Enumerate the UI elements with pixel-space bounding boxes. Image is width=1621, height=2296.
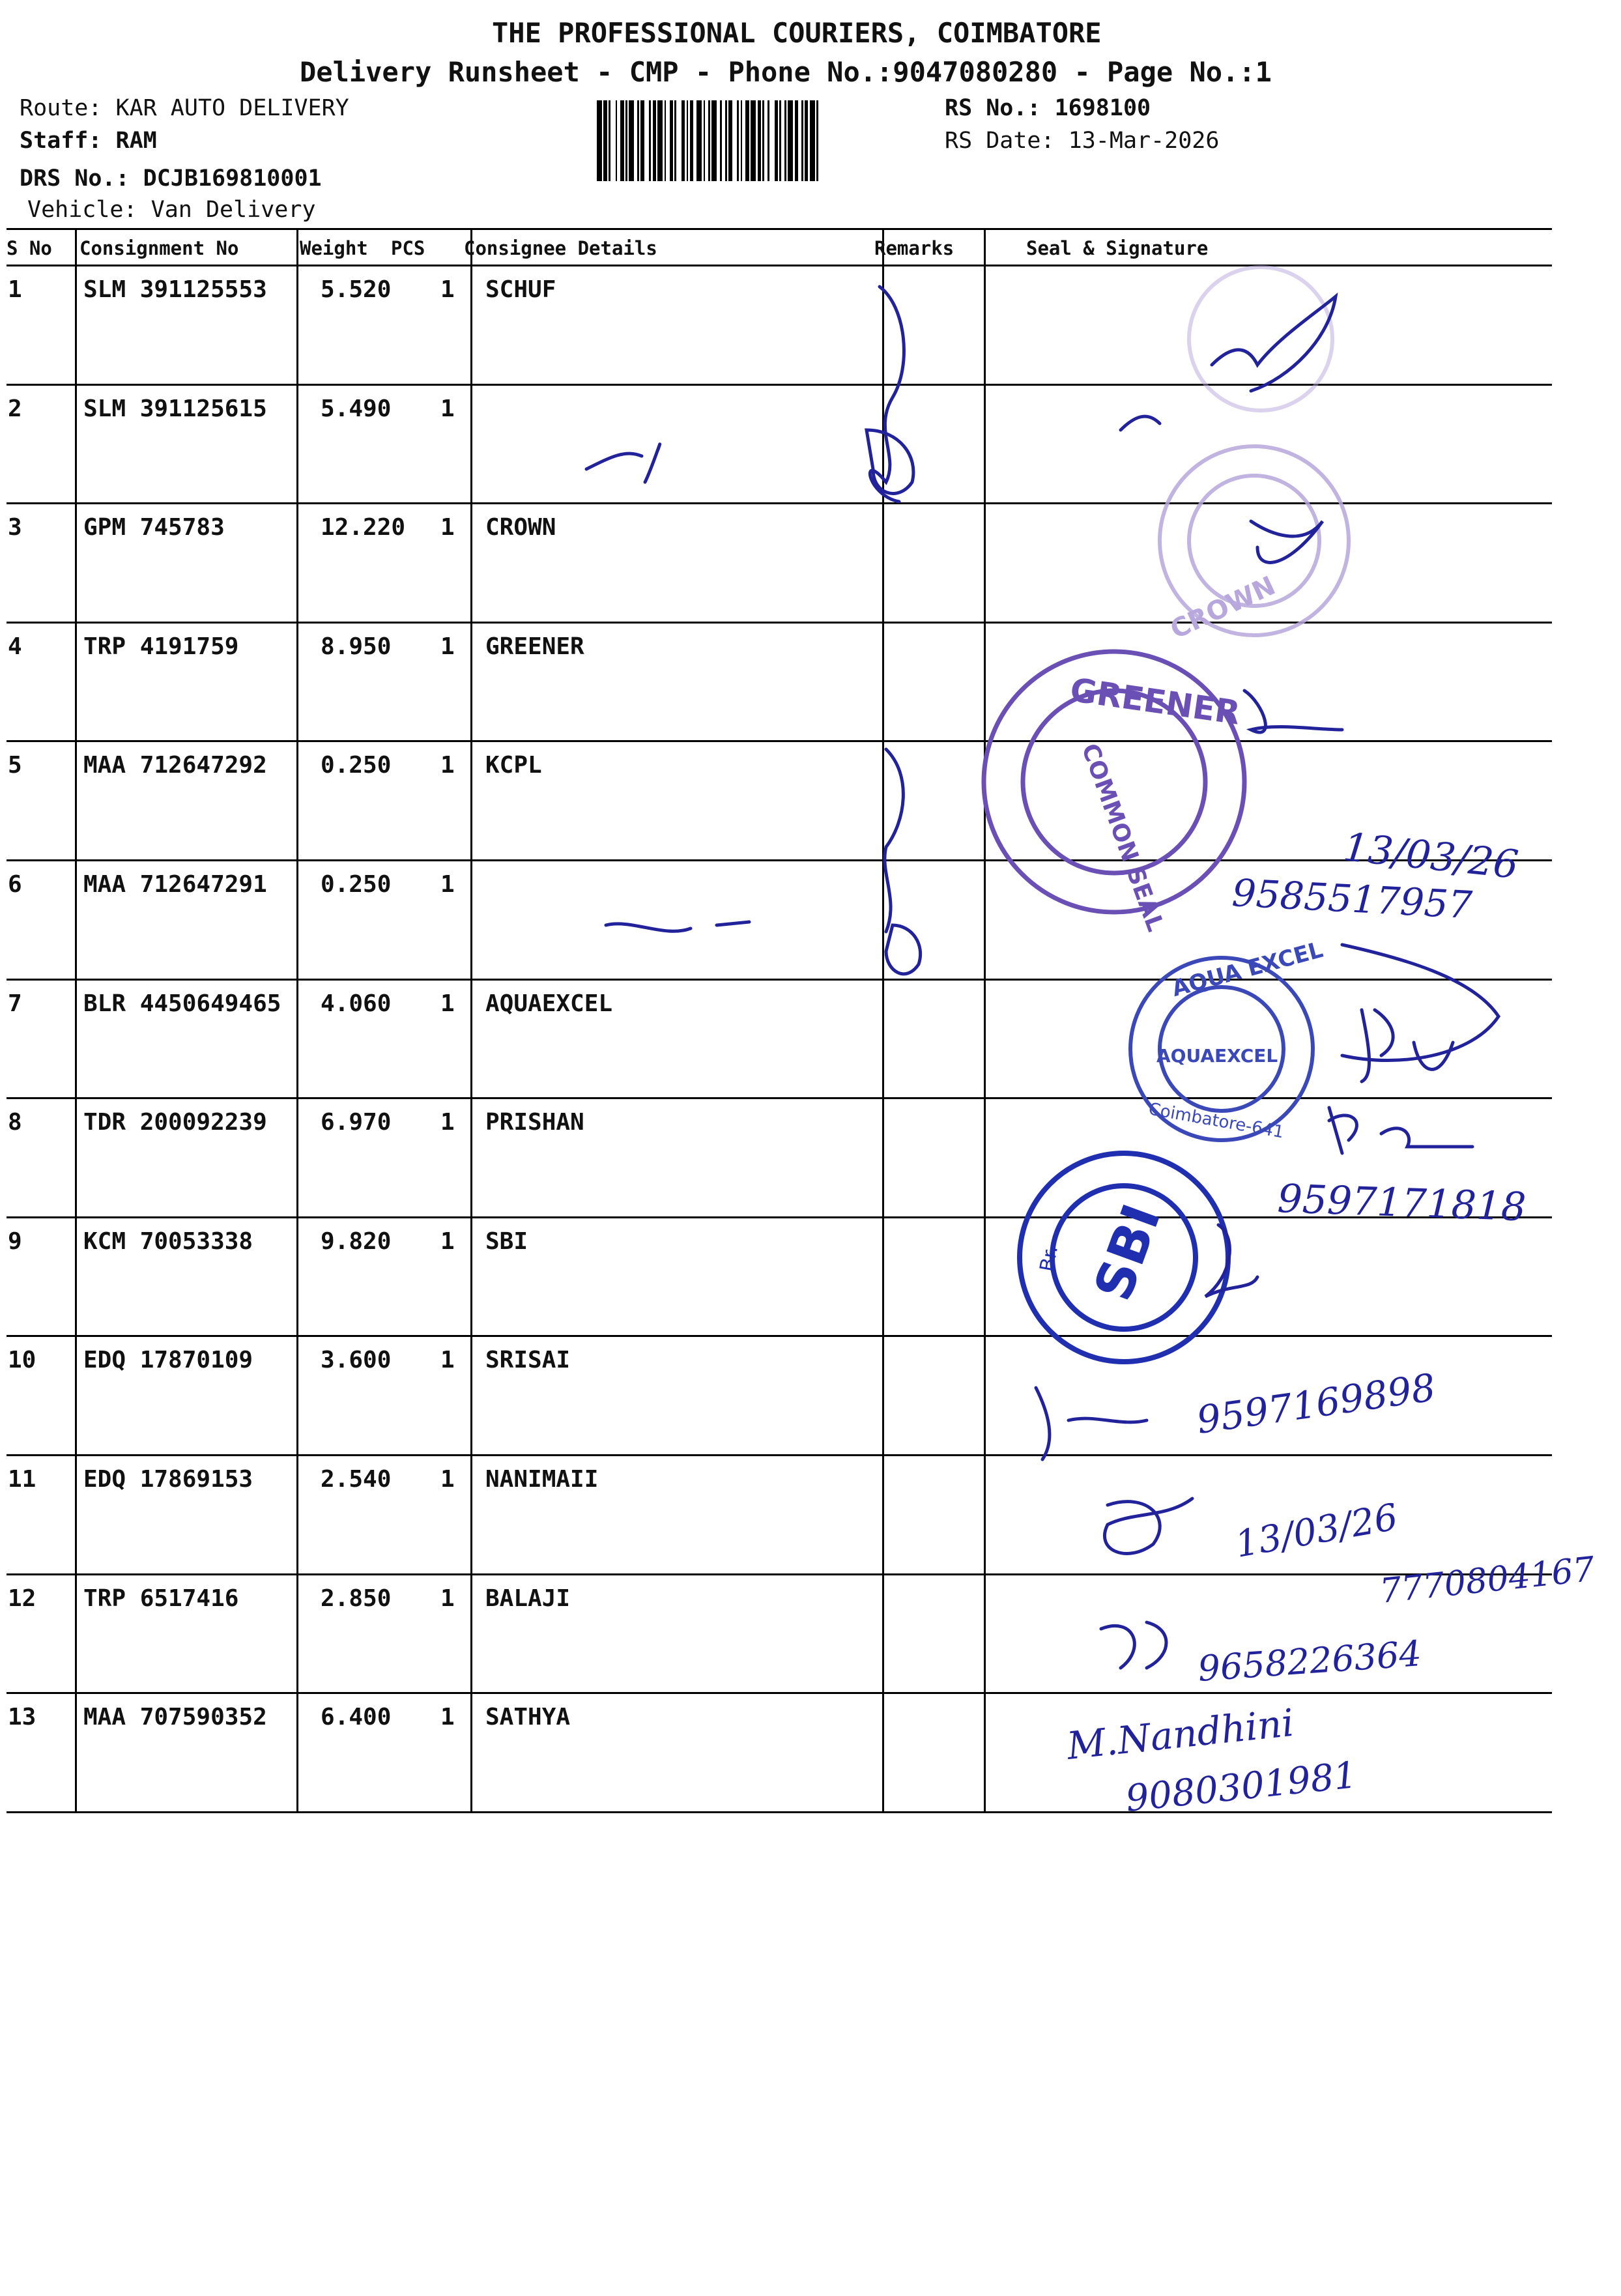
greener-stamp-inner: COMMON SEAL [1076,740,1169,936]
cell-pcs: 1 [440,514,455,541]
cell-weight: 5.520 [321,276,392,303]
cell-consignee: SRISAI [485,1347,571,1373]
cell-pcs: 1 [440,1109,455,1136]
cell-pcs: 1 [440,990,455,1017]
cell-pcs: 1 [440,1585,455,1612]
cell-consignment: SLM 391125553 [83,276,267,303]
vehicle-label: Vehicle: [27,197,137,223]
route-value: KAR AUTO DELIVERY [115,95,349,121]
cell-pcs: 1 [440,1228,455,1255]
rs-date-label: RS Date: [945,128,1055,154]
cell-weight: 6.400 [321,1704,392,1730]
cell-weight: 0.250 [321,752,392,779]
cell-sno: 4 [8,633,22,660]
cell-consignee: CROWN [485,514,556,541]
handwritten-name-1: M.Nandhini [1065,1700,1297,1768]
cell-pcs: 1 [440,752,455,779]
runsheet-subtitle: Delivery Runsheet - CMP - Phone No.:9047080280 - Page No.:1 [300,56,1272,88]
cell-sno: 11 [8,1466,36,1493]
cell-consignee: BALAJI [485,1585,571,1612]
cell-sno: 8 [8,1109,22,1136]
rs-no-value: 1698100 [1054,95,1151,121]
handwritten-phone-6: 9080301981 [1123,1754,1359,1820]
cell-sno: 13 [8,1704,36,1730]
crown-stamp-text: CROWN [1166,570,1280,646]
aqua-stamp-bottom: Coimbatore-641 [1147,1099,1285,1143]
cell-consignment: MAA 712647292 [83,752,267,779]
handwritten-phone-1: 9585517957 [1231,870,1474,928]
cell-consignee: KCPL [485,752,542,779]
rs-no-label: RS No.: [945,95,1041,121]
aqua-stamp-text: AQUA EXCEL [1169,936,1326,1003]
cell-weight: 12.220 [321,514,406,541]
handwritten-phone-2: 9597171818 [1276,1176,1527,1231]
cell-weight: 0.250 [321,871,392,898]
route-label: Route: [20,95,102,121]
cell-consignee: GREENER [485,633,584,660]
handwritten-date-2: 13/03/26 [1232,1496,1401,1566]
handwritten-phone-3: 9597169898 [1194,1365,1439,1442]
cell-consignment: MAA 712647291 [83,871,267,898]
cell-consignment: TDR 200092239 [83,1109,267,1136]
company-title: THE PROFESSIONAL COURIERS, COIMBATORE [492,17,1102,49]
header-consignee: Consignee Details [464,237,657,259]
cell-sno: 6 [8,871,22,898]
cell-weight: 2.850 [321,1585,392,1612]
cell-weight: 8.950 [321,633,392,660]
signature-strokes [586,287,1499,1668]
cell-pcs: 1 [440,1347,455,1373]
cell-consignee: AQUAEXCEL [485,990,613,1017]
cell-consignment: SLM 391125615 [83,395,267,422]
cell-sno: 7 [8,990,22,1017]
cell-weight: 3.600 [321,1347,392,1373]
cell-consignee: SATHYA [485,1704,571,1730]
header-seal-signature: Seal & Signature [1026,237,1209,259]
greener-stamp-text: GREENER [1068,670,1242,732]
cell-pcs: 1 [440,871,455,898]
header-sno: S No [7,237,52,259]
cell-pcs: 1 [440,1466,455,1493]
cell-sno: 9 [8,1228,22,1255]
vehicle-value: Van Delivery [151,197,316,223]
header-weight: Weight [300,237,368,259]
staff-value: RAM [115,128,157,154]
cell-weight: 9.820 [321,1228,392,1255]
cell-consignment: TRP 4191759 [83,633,239,660]
cell-pcs: 1 [440,276,455,303]
cell-sno: 5 [8,752,22,779]
rs-date-value: 13-Mar-2026 [1068,128,1220,154]
cell-weight: 2.540 [321,1466,392,1493]
cell-pcs: 1 [440,1704,455,1730]
cell-consignee: PRISHAN [485,1109,584,1136]
sbi-stamp-text: SBI [1082,1196,1173,1308]
cell-sno: 1 [8,276,22,303]
cell-consignment: KCM 70053338 [83,1228,253,1255]
cell-consignee: NANIMAII [485,1466,599,1493]
header-pcs: PCS [391,237,425,259]
cell-consignment: EDQ 17870109 [83,1347,253,1373]
cell-weight: 6.970 [321,1109,392,1136]
cell-weight: 4.060 [321,990,392,1017]
cell-pcs: 1 [440,395,455,422]
cell-consignment: TRP 6517416 [83,1585,239,1612]
staff-label: Staff: [20,128,102,154]
handwritten-phone-5: 9658226364 [1196,1633,1423,1689]
cell-sno: 2 [8,395,22,422]
handwritten-notes [1064,824,1597,1820]
cell-weight: 5.490 [321,395,392,422]
drs-label: DRS No.: [20,165,130,192]
drs-value: DCJB169810001 [143,165,322,192]
cell-consignee: SBI [485,1228,528,1255]
sbi-stamp-inner: Br. [1035,1244,1063,1274]
header-remarks: Remarks [874,237,954,259]
cell-consignment: EDQ 17869153 [83,1466,253,1493]
cell-consignment: GPM 745783 [83,514,225,541]
cell-sno: 3 [8,514,22,541]
handwritten-phone-4: 7770804167 [1378,1549,1597,1611]
cell-sno: 12 [8,1585,36,1612]
cell-pcs: 1 [440,633,455,660]
handwritten-date-1: 13/03/26 [1341,824,1521,889]
cell-sno: 10 [8,1347,36,1373]
cell-consignment: BLR 4450649465 [83,990,281,1017]
aqua-stamp-inner: AQUAEXCEL [1156,1045,1278,1067]
header-consignment: Consignment No [79,237,239,259]
cell-consignment: MAA 707590352 [83,1704,267,1730]
cell-consignee: SCHUF [485,276,556,303]
